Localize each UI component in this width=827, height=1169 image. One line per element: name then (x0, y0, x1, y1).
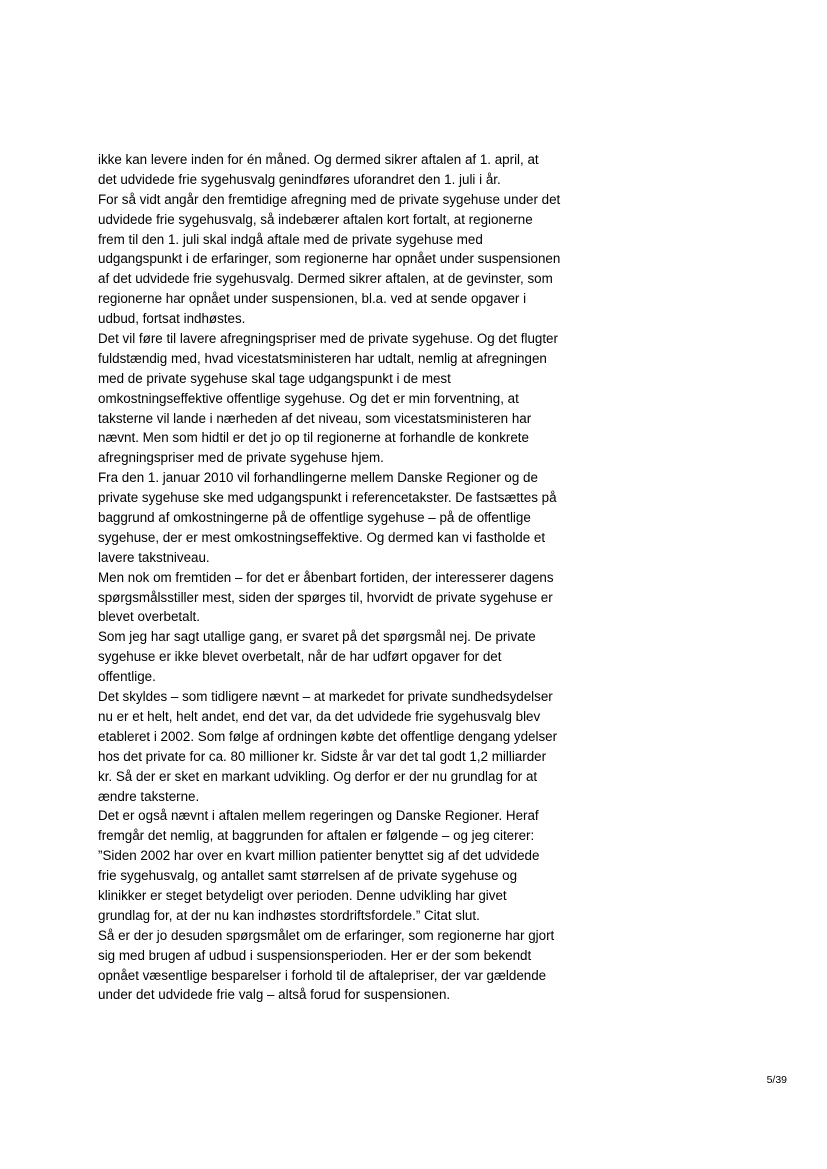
text-line: ”Siden 2002 har over en kvart million patienter benyttet sig af det udvidede (98, 848, 540, 864)
text-line: afregningspriser med de private sygehuse hjem. (98, 450, 384, 466)
body-text (98, 150, 588, 1005)
text-line: under det udvidede frie valg – altså forud for suspensionen. (98, 987, 451, 1003)
text-line: omkostningseffektive offentlige sygehuse. Og det er min forventning, at (98, 390, 519, 406)
text-line: opnået væsentlige besparelser i forhold til de aftalepriser, der var gældende (98, 967, 547, 983)
text-line: sig med brugen af udbud i suspensionsperioden. Her er der som bekendt (98, 947, 532, 963)
text-line: af det udvidede frie sygehusvalg. Dermed sikrer aftalen, at de gevinster, som (98, 271, 553, 287)
text-line: udvidede frie sygehusvalg, så indebærer aftalen kort fortalt, at regionerne (98, 211, 533, 227)
text-line: sygehuse, der er mest omkostningseffektive. Og dermed kan vi fastholde et (98, 529, 546, 545)
text-line: kr. Så der er sket en markant udvikling. Og derfor er der nu grundlag for at (98, 768, 538, 784)
text-line: udbud, fortsat indhøstes. (98, 311, 246, 327)
text-line: Det skyldes – som tidligere nævnt – at markedet for private sundhedsydelser (98, 689, 553, 705)
text-line: taksterne vil lande i nærheden af det niveau, som vicestatsministeren har (98, 410, 532, 426)
text-line: hos det private for ca. 80 millioner kr. Sidste år var det tal godt 1,2 milliarder (98, 748, 547, 764)
text-line: ikke kan levere inden for én måned. Og dermed sikrer aftalen af 1. april, at (98, 152, 539, 167)
text-line: private sygehuse ske med udgangspunkt i referencetakster. De fastsættes på (98, 490, 557, 506)
text-line: lavere takstniveau. (98, 549, 210, 565)
text-line: fuldstændig med, hvad vicestatsministeren har udtalt, nemlig at afregningen (98, 350, 547, 366)
text-line: Det vil føre til lavere afregningspriser med de private sygehuse. Og det flugter (98, 331, 558, 347)
text-line: regionerne har opnået under suspensionen, bl.a. ved at sende opgaver i (98, 291, 527, 307)
text-line: Så er der jo desuden spørgsmålet om de erfaringer, som regionerne har gjort (98, 927, 555, 943)
text-line: nu er et helt, helt andet, end det var, da det udvidede frie sygehusvalg blev (98, 708, 541, 724)
page-number: 5/39 (766, 1074, 787, 1086)
text-line: ændre taksterne. (98, 788, 200, 804)
text-line: For så vidt angår den fremtidige afregning med de private sygehuse under det (98, 191, 561, 207)
text-line: etableret i 2002. Som følge af ordningen købte det offentlige dengang ydelser (98, 728, 558, 744)
text-line: med de private sygehuse skal tage udgangspunkt i de mest (98, 370, 451, 386)
text-line: Men nok om fremtiden – for det er åbenbart fortiden, der interesserer dagens (98, 569, 554, 585)
text-line: Det er også nævnt i aftalen mellem regeringen og Danske Regioner. Heraf (98, 808, 539, 824)
text-line: nævnt. Men som hidtil er det jo op til regionerne at forhandle de konkrete (98, 430, 529, 446)
text-line: klinikker er steget betydeligt over perioden. Denne udvikling har givet (98, 887, 507, 903)
text-line: baggrund af omkostningerne på de offentlige sygehuse – på de offentlige (98, 510, 531, 526)
text-line: Fra den 1. januar 2010 vil forhandlingerne mellem Danske Regioner og de (98, 470, 538, 486)
text-line: offentlige. (98, 669, 156, 685)
text-line: blevet overbetalt. (98, 609, 200, 625)
text-line: spørgsmålsstiller mest, siden der spørges til, hvorvidt de private sygehuse er (98, 589, 553, 605)
text-line: frem til den 1. juli skal indgå aftale med de private sygehuse med (98, 231, 483, 247)
text-line: grundlag for, at der nu kan indhøstes stordriftsfordele.” Citat slut. (98, 907, 480, 923)
text-line: Som jeg har sagt utallige gang, er svaret på det spørgsmål nej. De private (98, 629, 536, 645)
text-line: udgangspunkt i de erfaringer, som regionerne har opnået under suspensionen (98, 251, 561, 267)
text-line: det udvidede frie sygehusvalg genindføres uforandret den 1. juli i år. (98, 171, 501, 187)
text-line: frie sygehusvalg, og antallet samt størrelsen af de private sygehuse og (98, 868, 518, 884)
text-line: sygehuse er ikke blevet overbetalt, når de har udført opgaver for det (98, 649, 502, 665)
text-line: fremgår det nemlig, at baggrunden for aftalen er følgende – og jeg citerer: (98, 828, 535, 844)
